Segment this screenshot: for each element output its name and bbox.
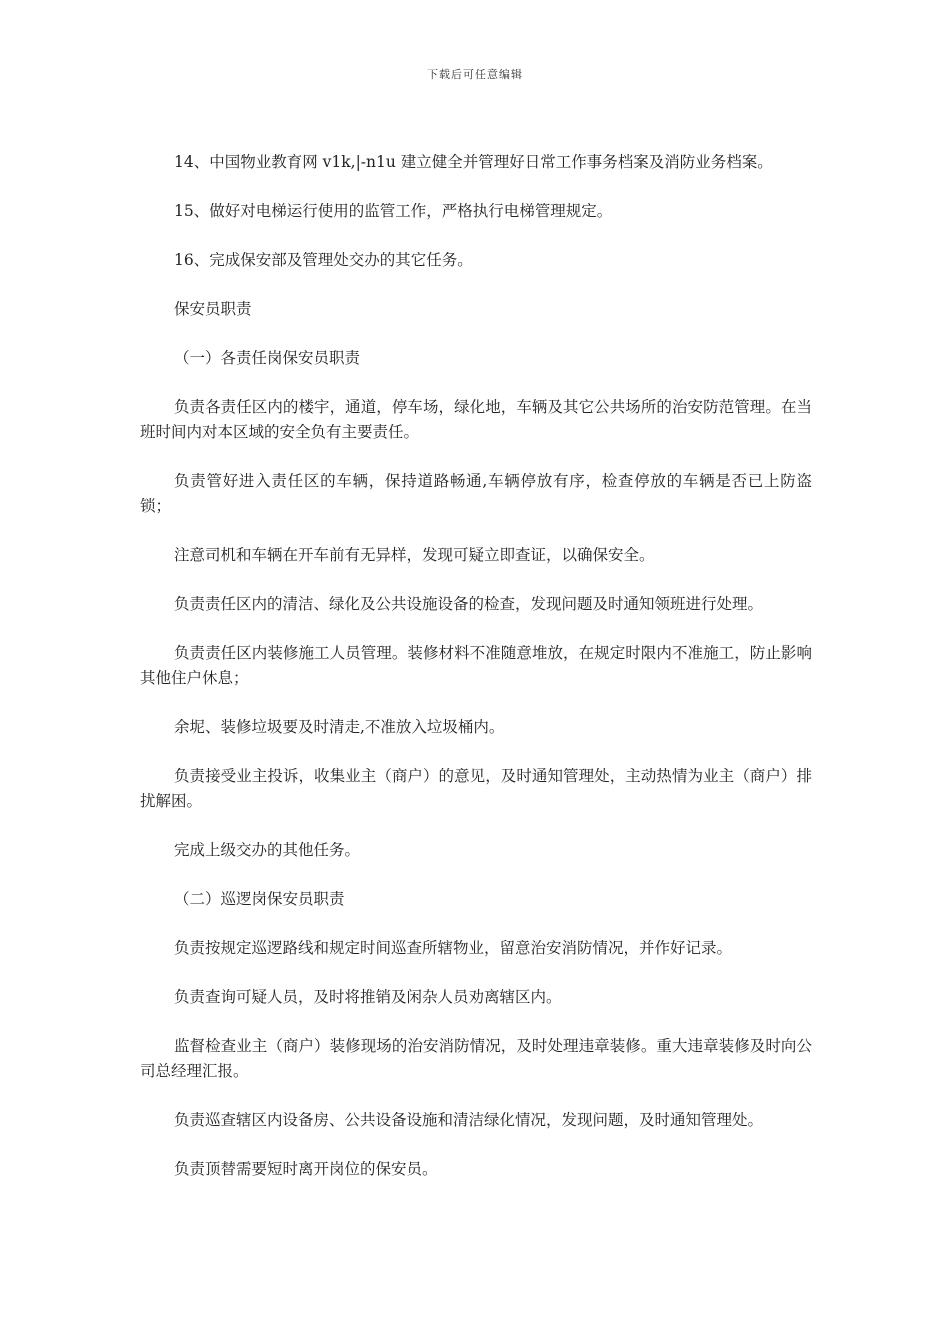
paragraph-item-14: 14、中国物业教育网 v1k,|-n1u 建立健全并管理好日常工作事务档案及消防业务档案。 <box>174 153 773 171</box>
page-header-note: 下载后可任意编辑 <box>427 68 523 81</box>
paragraph: 负责管好进入责任区的车辆，保持道路畅通,车辆停放有序，检查停放的车辆是否已上防盗锁； <box>140 472 812 515</box>
paragraph: 负责巡查辖区内设备房、公共设备设施和清洁绿化情况，发现问题，及时通知管理处。 <box>174 1111 764 1129</box>
paragraph-item-16: 16、完成保安部及管理处交办的其它任务。 <box>174 251 473 269</box>
paragraph: 监督检查业主（商户）装修现场的治安消防情况，及时处理违章装修。重大违章装修及时向公司总经理汇报。 <box>140 1037 812 1080</box>
paragraph: 负责接受业主投诉，收集业主（商户）的意见，及时通知管理处，主动热情为业主（商户）排扰解困。 <box>140 767 812 810</box>
paragraph: 负责责任区内的清洁、绿化及公共设施设备的检查，发现问题及时通知领班进行处理。 <box>174 595 764 613</box>
paragraph: 负责各责任区内的楼宇，通道，停车场，绿化地，车辆及其它公共场所的治安防范管理。在当班时间内对本区域的安全负有主要责任。 <box>140 398 812 441</box>
subsection-heading-post-guard: （一）各责任岗保安员职责 <box>174 349 361 367</box>
paragraph: 负责责任区内装修施工人员管理。装修材料不准随意堆放，在规定时限内不准施工，防止影响其他住户休息； <box>140 644 812 687</box>
subsection-heading-patrol-guard: （二）巡逻岗保安员职责 <box>174 890 345 908</box>
document-body <box>140 150 812 1206</box>
paragraph: 余坭、装修垃圾要及时清走,不准放入垃圾桶内。 <box>174 718 505 736</box>
paragraph-item-15: 15、做好对电梯运行使用的监管工作，严格执行电梯管理规定。 <box>174 202 613 220</box>
section-heading-guard-duties: 保安员职责 <box>174 300 252 318</box>
paragraph: 负责按规定巡逻路线和规定时间巡查所辖物业，留意治安消防情况，并作好记录。 <box>174 939 733 957</box>
paragraph: 完成上级交办的其他任务。 <box>174 841 361 859</box>
paragraph: 注意司机和车辆在开车前有无异样，发现可疑立即查证，以确保安全。 <box>174 546 655 564</box>
paragraph: 负责查询可疑人员，及时将推销及闲杂人员劝离辖区内。 <box>174 988 562 1006</box>
paragraph: 负责顶替需要短时离开岗位的保安员。 <box>174 1160 438 1178</box>
